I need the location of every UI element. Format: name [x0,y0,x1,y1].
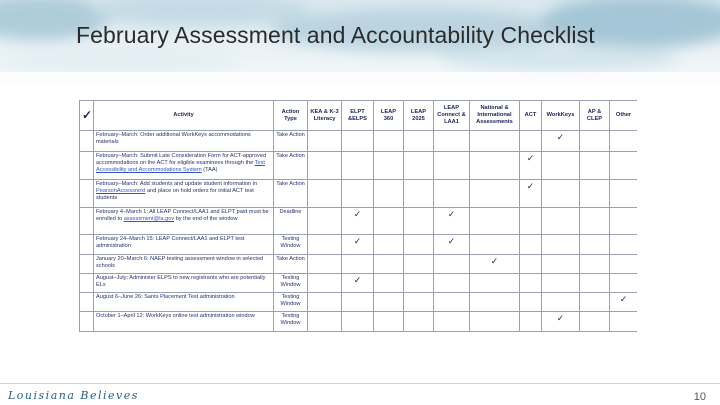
empty-mark-cell [520,293,542,312]
empty-mark-cell [342,180,374,208]
empty-mark-cell [470,274,520,293]
empty-mark-cell [342,152,374,180]
empty-mark-cell [520,274,542,293]
empty-mark-cell [374,208,404,235]
row-checkbox-cell[interactable] [80,293,94,312]
empty-mark-cell [308,293,342,312]
empty-mark-cell [470,235,520,255]
empty-mark-cell [542,274,580,293]
activity-text: February–March: Order additional WorkKeys accommodations materials [96,132,251,145]
action-type-cell: Testing Window [274,312,308,332]
empty-mark-cell [610,208,638,235]
activity-link[interactable]: PearsonAccessnext [96,187,146,194]
empty-mark-cell [434,152,470,180]
empty-mark-cell [374,312,404,332]
empty-mark-cell [374,274,404,293]
empty-mark-cell [580,131,610,152]
table-row [80,180,638,208]
action-type-cell: Take Action [274,131,308,152]
empty-mark-cell [580,208,610,235]
page-number: 10 [693,391,706,403]
empty-mark-cell [580,180,610,208]
empty-mark-cell [404,152,434,180]
empty-mark-cell [610,255,638,274]
check-column-header-icon: ✓ [80,101,94,131]
empty-mark-cell [470,312,520,332]
activity-text: February 4–March 1: All LEAP Connect/LAA1 and ELPT paid must be enrolled to [96,209,269,222]
action-type-cell: Deadline [274,208,308,235]
action-type-cell: Testing Window [274,274,308,293]
empty-mark-cell [308,274,342,293]
empty-mark-cell [580,152,610,180]
table-row [80,152,638,180]
empty-mark-cell [404,208,434,235]
checkmark-icon: ✓ [470,255,520,274]
column-header-action-type: Action Type [274,101,308,131]
column-header-elpt: ELPT &ELPS [342,101,374,131]
checklist-table [79,100,637,332]
table-row [80,208,638,235]
action-type-cell: Take Action [274,152,308,180]
table-row [80,255,638,274]
empty-mark-cell [342,312,374,332]
action-type-cell: Testing Window [274,293,308,312]
empty-mark-cell [308,152,342,180]
empty-mark-cell [308,131,342,152]
empty-mark-cell [374,255,404,274]
activity-cell [94,131,274,152]
column-header-activity: Activity [94,101,274,131]
activity-text: August–July: Administer ELPS to new registrants who are potentially ELs [96,275,266,288]
empty-mark-cell [404,255,434,274]
column-header-leap-360: LEAP 360 [374,101,404,131]
empty-mark-cell [542,255,580,274]
empty-mark-cell [610,180,638,208]
activity-cell [94,180,274,208]
column-header-national-international: National & International Assessments [470,101,520,131]
empty-mark-cell [580,274,610,293]
empty-mark-cell [610,152,638,180]
empty-mark-cell [610,235,638,255]
row-checkbox-cell[interactable] [80,180,94,208]
row-checkbox-cell[interactable] [80,235,94,255]
checkmark-icon: ✓ [610,293,638,312]
activity-text: February 24–March 15: LEAP Connect/LAA1 and ELPT test administration [96,236,245,249]
checkmark-icon: ✓ [434,235,470,255]
column-header-act: ACT [520,101,542,131]
empty-mark-cell [308,235,342,255]
empty-mark-cell [610,274,638,293]
empty-mark-cell [308,208,342,235]
table-header-row [80,101,638,131]
checkmark-icon: ✓ [434,208,470,235]
empty-mark-cell [374,131,404,152]
table-row [80,312,638,332]
empty-mark-cell [470,208,520,235]
column-header-leap-connect: LEAP Connect & LAA1 [434,101,470,131]
checkmark-icon: ✓ [342,235,374,255]
empty-mark-cell [580,235,610,255]
activity-cell [94,208,274,235]
empty-mark-cell [374,180,404,208]
empty-mark-cell [434,274,470,293]
empty-mark-cell [580,293,610,312]
empty-mark-cell [404,131,434,152]
empty-mark-cell [542,293,580,312]
empty-mark-cell [520,312,542,332]
column-header-ap-clep: AP & CLEP [580,101,610,131]
empty-mark-cell [374,152,404,180]
empty-mark-cell [342,293,374,312]
table-row [80,293,638,312]
activity-text: February–March: Submit Late Consideration Form for ACT-approved accommodations on the ACT for eligible examinees through the [96,153,267,166]
checkmark-icon: ✓ [342,274,374,293]
activity-cell [94,255,274,274]
empty-mark-cell [404,312,434,332]
empty-mark-cell [308,255,342,274]
empty-mark-cell [580,255,610,274]
activity-cell [94,293,274,312]
checkmark-icon: ✓ [342,208,374,235]
activity-text: February–March: Add students and update student information in [96,181,258,187]
table-row [80,274,638,293]
empty-mark-cell [610,312,638,332]
activity-text: August 6–June 26: Sants Placement Test administration [96,294,235,300]
empty-mark-cell [308,180,342,208]
activity-cell [94,274,274,293]
empty-mark-cell [374,293,404,312]
table-row [80,131,638,152]
column-header-other: Other [610,101,638,131]
empty-mark-cell [342,131,374,152]
empty-mark-cell [520,235,542,255]
action-type-cell: Testing Window [274,235,308,255]
checkmark-icon: ✓ [520,180,542,208]
empty-mark-cell [542,180,580,208]
activity-cell [94,152,274,180]
empty-mark-cell [374,235,404,255]
empty-mark-cell [404,235,434,255]
empty-mark-cell [470,180,520,208]
activity-text: January 20–March 6: NAEP testing assessment window in selected schools [96,256,264,269]
empty-mark-cell [610,131,638,152]
empty-mark-cell [520,208,542,235]
activity-text-tail: and place on hold orders for initial ACT test students [96,187,254,201]
activity-link[interactable]: assessment@la.gov [123,215,175,222]
empty-mark-cell [404,180,434,208]
empty-mark-cell [434,180,470,208]
empty-mark-cell [470,152,520,180]
row-checkbox-cell[interactable] [80,255,94,274]
empty-mark-cell [542,208,580,235]
empty-mark-cell [434,255,470,274]
checkmark-icon: ✓ [542,131,580,152]
action-type-cell: Take Action [274,255,308,274]
checkmark-icon: ✓ [520,152,542,180]
activity-link[interactable]: Test Accessibility and Accommodations System [96,159,265,173]
row-checkbox-cell[interactable] [80,312,94,332]
row-checkbox-cell[interactable] [80,152,94,180]
brand-logo-text: Louisiana Believes [8,389,139,402]
slide-title: February Assessment and Accountability Checklist [76,22,595,48]
column-header-workkeys: WorkKeys [542,101,580,131]
checkmark-icon: ✓ [542,312,580,332]
empty-mark-cell [520,255,542,274]
footer-divider [0,383,720,384]
activity-text-tail: by the end of the window [174,215,238,222]
row-checkbox-cell[interactable] [80,131,94,152]
empty-mark-cell [580,312,610,332]
empty-mark-cell [434,131,470,152]
column-header-leap-2025: LEAP 2025 [404,101,434,131]
empty-mark-cell [520,131,542,152]
empty-mark-cell [434,312,470,332]
activity-text-tail: (TAA) [201,166,218,173]
row-checkbox-cell[interactable] [80,274,94,293]
empty-mark-cell [308,312,342,332]
empty-mark-cell [470,131,520,152]
column-header-kea: KEA & K-3 Literacy [308,101,342,131]
action-type-cell: Take Action [274,180,308,208]
activity-cell [94,312,274,332]
table-row [80,235,638,255]
empty-mark-cell [404,274,434,293]
row-checkbox-cell[interactable] [80,208,94,235]
empty-mark-cell [342,255,374,274]
empty-mark-cell [434,293,470,312]
activity-text: October 1–April 12: WorkKeys online test administration window [96,313,255,319]
activity-cell [94,235,274,255]
empty-mark-cell [542,235,580,255]
empty-mark-cell [542,152,580,180]
empty-mark-cell [404,293,434,312]
checklist-table-container [79,100,637,346]
empty-mark-cell [470,293,520,312]
